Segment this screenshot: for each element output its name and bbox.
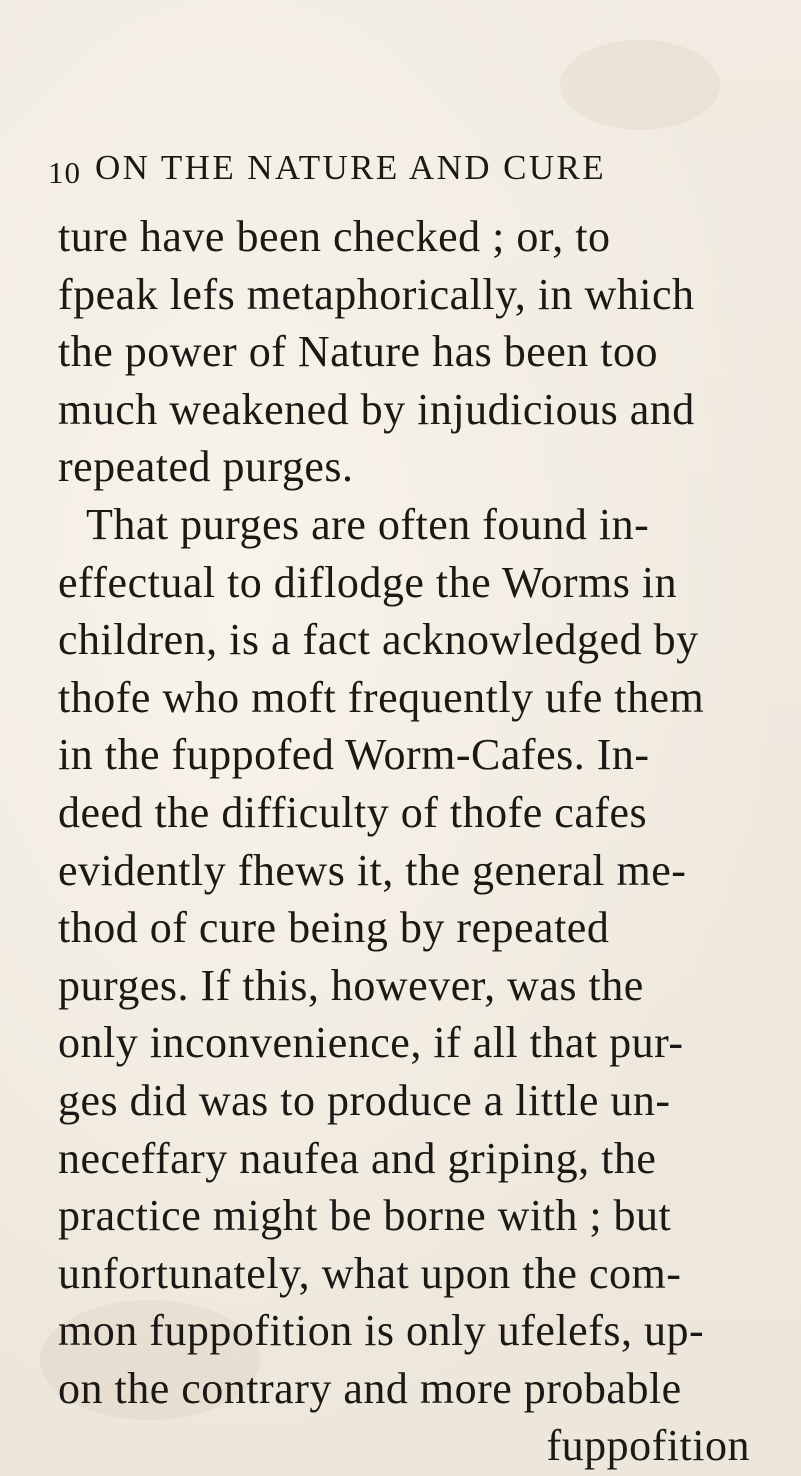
page-number: 10	[48, 155, 81, 190]
paragraph-start-line: That purges are often found in-	[86, 499, 650, 549]
text-line: children, is a fact acknowledged by	[58, 615, 699, 665]
text-line: thofe who moft frequently ufe them	[58, 672, 705, 722]
text-line: effectual to diflodge the Worms in	[58, 557, 678, 607]
text-line: much weakened by injudicious and	[58, 384, 695, 434]
text-line: the power of Nature has been too	[58, 327, 659, 377]
text-line: mon fuppofition is only ufelefs, up-	[58, 1306, 705, 1356]
catchword: fuppofition	[546, 1421, 750, 1471]
text-line: only inconvenience, if all that pur-	[58, 1018, 684, 1068]
page-header	[48, 148, 606, 188]
body-text	[58, 208, 758, 1475]
text-line: unfortunately, what upon the com-	[58, 1248, 682, 1298]
text-line: evidently fhews it, the general me-	[58, 845, 687, 895]
text-line: purges. If this, however, was the	[58, 960, 644, 1010]
text-line: neceffary naufea and griping, the	[58, 1133, 657, 1183]
text-line: on the contrary and more probable	[58, 1363, 682, 1413]
text-line: ges did was to produce a little un-	[58, 1075, 671, 1125]
text-line: repeated purges.	[58, 442, 354, 492]
paper-stain	[560, 40, 720, 130]
text-line: ture have been checked ; or, to	[58, 212, 611, 261]
text-line: in the fuppofed Worm-Cafes. In-	[58, 730, 650, 780]
text-line: deed the difficulty of thofe cafes	[58, 787, 648, 837]
text-line: fpeak lefs metaphorically, in which	[58, 269, 695, 319]
text-line: practice might be borne with ; but	[58, 1191, 672, 1241]
running-head: ON THE NATURE AND CURE	[95, 148, 607, 187]
text-line: thod of cure being by repeated	[58, 903, 610, 953]
